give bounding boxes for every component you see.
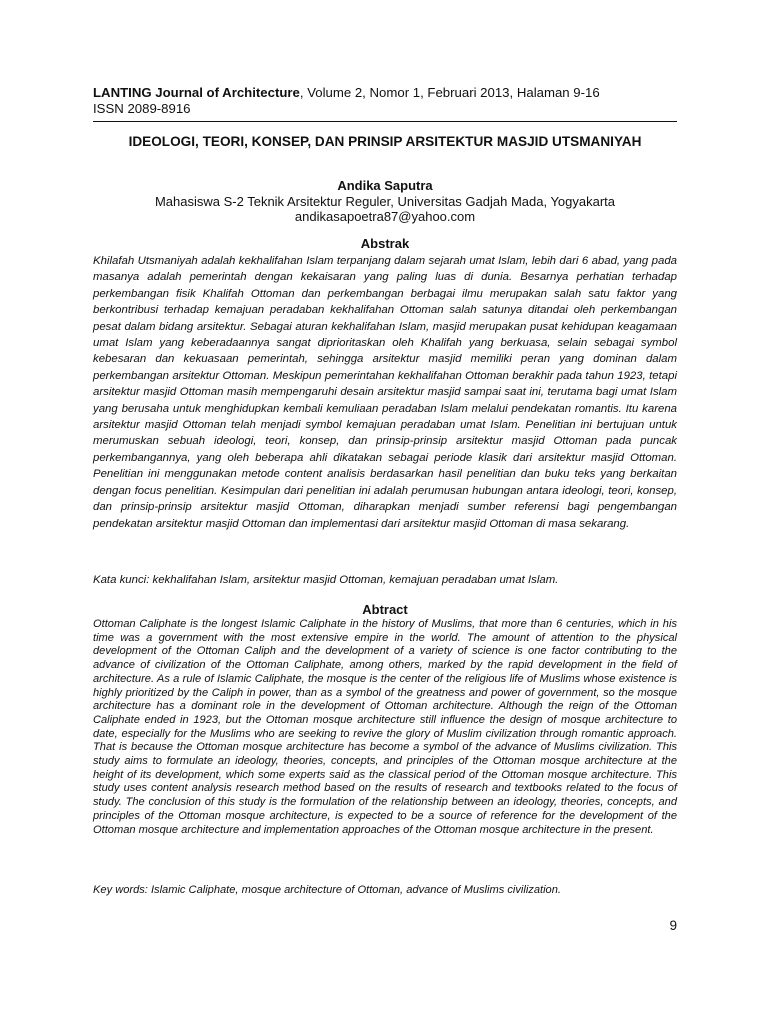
abstrak-body: Khilafah Utsmaniyah adalah kekhalifahan Islam terpanjang dalam sejarah umat Islam, lebih dari 6 abad, yang pada masanya adalah pemerintah dengan kekaisaran yang paling luas di dunia. Besarnya perhatian terhadap perkembangan fisik Khalifah Ottoman dan perkembangan berbagai ilmu merupakan salah satu faktor yang berkontribusi terhadap kemajuan peradaban kekhalifahan Ottoman salah satunya ditandai oleh perkembangan pesat dalam bidang arsitektur. Sebagai aturan kekhalifahan Islam, masjid merupakan pusat kehidupan keagamaan umat Islam yang keberadaannya sangat diprioritaskan oleh Khalifah yang berkuasa, selain sebagai symbol kebesaran dan kekuasaan pemerintah, sehingga arsitektur masjid memiliki peran yang dominan dalam perkembangan arsitektur Ottoman. Meskipun pemerintahan kekhalifahan Ottoman berakhir pada tahun 1923, tetapi arsitektur masjid Ottoman masih mempengaruhi desain arsitektur masjid sampai saat ini, terutama bagi umat Islam yang berusaha untuk menghidupkan kembali kemuliaan peradaban Islam melalui pendekatan romantis. Itu karena arsitektur masjid Ottoman telah menjadi symbol kemajuan peradaban umat Islam. Penelitian ini bertujuan untuk merumuskan sebuah ideologi, teori, konsep, dan prinsip-prinsip arsitektur masjid Ottoman pada puncak perkembangannya, yang oleh beberapa ahli dikatakan sebagai periode klasik dari arsitektur masjid Ottoman. Penelitian ini menggunakan metode content analisis berdasarkan hasil penelitian dan buku teks yang berkaitan dengan focus penelitian. Kesimpulan dari penelitian ini adalah perumusan hubungan antara ideologi, teori, konsep, dan prinsip-prinsip arsitektur masjid Ottoman, diharapkan menjadi sumber referensi bagi pengembangan pendekatan arsitektur masjid Ottoman dan implementasi dari arsitektur masjid Ottoman di masa sekarang. — [93, 255, 677, 530]
author-affiliation: Mahasiswa S-2 Teknik Arsitektur Reguler, Universitas Gadjah Mada, Yogyakarta — [154, 194, 616, 209]
header-rule — [93, 121, 677, 122]
journal-issue: , Volume 2, Nomor 1, Februari 2013, Halaman 9-16 — [299, 85, 600, 100]
journal-name: LANTING Journal of Architecture — [93, 85, 300, 100]
abtract-keywords: Key words: Islamic Caliphate, mosque architecture of Ottoman, advance of Muslims civilization. — [93, 884, 561, 896]
paper-page — [93, 0, 677, 1024]
page-number: 9 — [669, 918, 677, 933]
abstrak-keywords: Kata kunci: kekhalifahan Islam, arsitektur masjid Ottoman, kemajuan peradaban umat Islam. — [93, 574, 559, 586]
paper-title: IDEOLOGI, TEORI, KONSEP, DAN PRINSIP ARSITEKTUR MASJID UTSMANIYAH — [128, 134, 642, 149]
abtract-heading: Abtract — [362, 602, 408, 617]
author-email: andikasapoetra87@yahoo.com — [294, 209, 476, 224]
abtract-body: Ottoman Caliphate is the longest Islamic Caliphate in the history of Muslims, that more than 6 centuries, which in his time was a government with the most extensive empire in the world. The amount of attention to the physical development of the Ottoman Caliph and the development of a variety of science is one factor contributing to the advance of civilization of the Ottoman Caliphate, among others, marked by the rapid development in the field of architecture. As a rule of Islamic Caliphate, the mosque is the center of the religious life of Muslims whose existence is highly prioritized by the Caliph in power, than as a symbol of the greatness and power of government, so the mosque architecture has a dominant role in the development of Ottoman architecture. Although the reign of the Ottoman Caliphate ended in 1923, but the Ottoman mosque architecture still influence the design of mosque architecture to date, especially for the Muslims who are seeking to revive the glory of Muslim civilization through romantic approach. That is because the Ottoman mosque architecture has become a symbol of the advance of Muslims civilization. This study aims to formulate an ideology, theories, concepts, and principles of the Ottoman mosque architecture at the height of its development, which some experts said as the classical period of the Ottoman mosque architecture. This study uses content analysis research method based on the results of research and textbooks related to the focus of study. The conclusion of this study is the formulation of the relationship between an ideology, theories, concepts, and principles of the Ottoman mosque architecture, is expected to be a source of reference for the development of the Ottoman mosque architecture and implementation approaches of the Ottoman mosque architecture in the present. — [93, 618, 677, 836]
abstrak-heading: Abstrak — [360, 236, 410, 251]
issn: ISSN 2089-8916 — [93, 101, 191, 116]
journal-header — [93, 85, 677, 101]
author-name: Andika Saputra — [337, 178, 433, 193]
